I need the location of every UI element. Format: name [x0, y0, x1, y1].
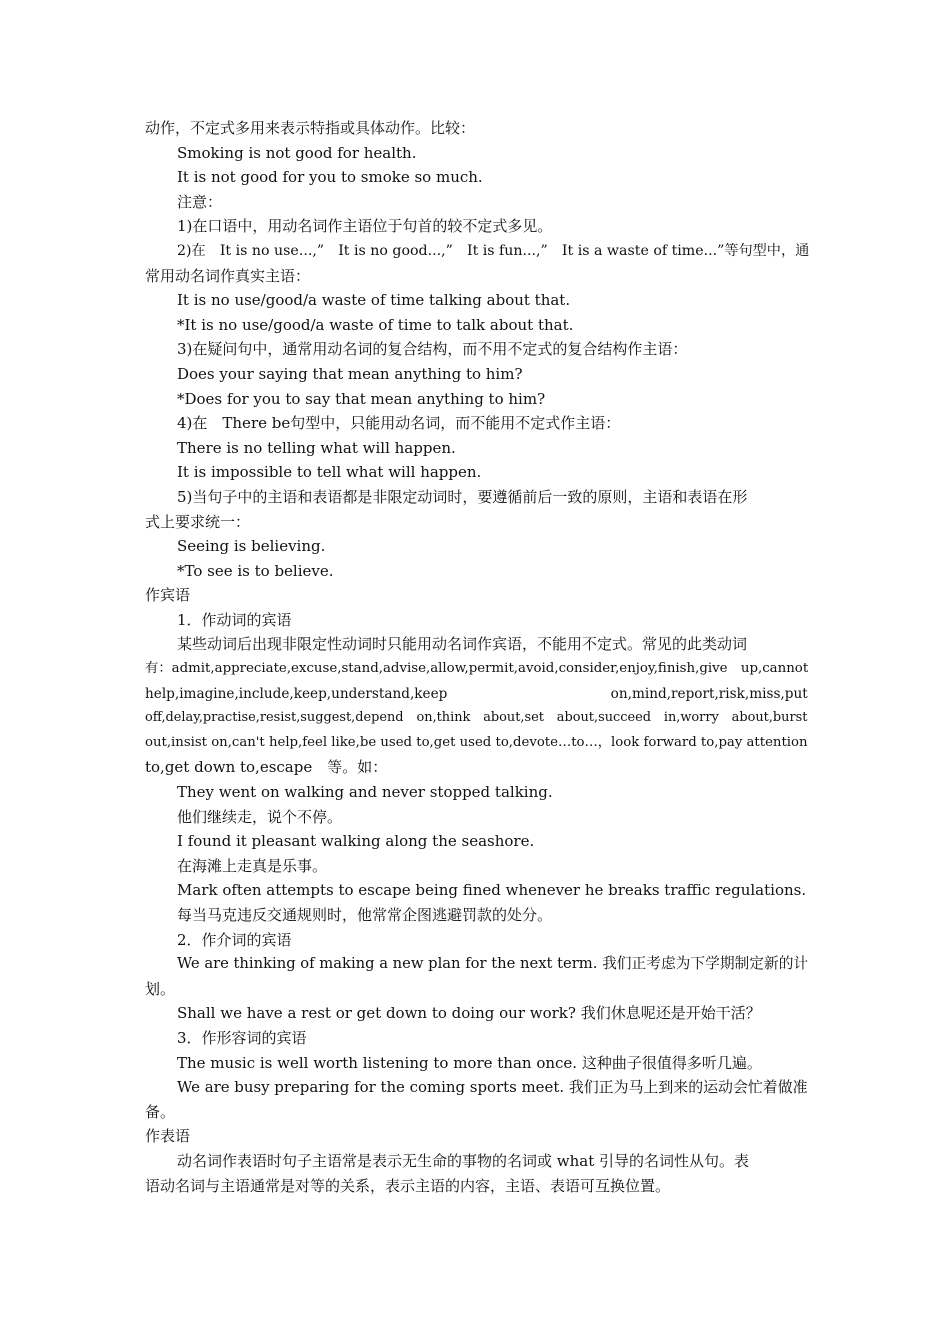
text-line: The music is well worth listening to more than once. 这种曲子很值得多听几遍。: [177, 1053, 762, 1072]
text-line: Shall we have a rest or get down to doing our work? 我们休息呢还是开始干活？: [177, 1004, 761, 1023]
text-line: to,get down to,escape 等。如：: [145, 758, 388, 777]
text-line: *Does for you to say that mean anything to him?: [177, 389, 546, 408]
text-line: off,delay,practise,resist,suggest,depend on,think about,set about,succeed in,worry about,burst: [145, 710, 808, 726]
text-line: 每当马克违反交通规则时，他常常企图逃避罚款的处分。: [177, 906, 553, 924]
text-line: *To see is to believe.: [177, 561, 334, 580]
document-body: [145, 116, 808, 1198]
text-line: Smoking is not good for health.: [177, 143, 417, 162]
text-line: We are thinking of making a new plan for the next term. 我们正考虑为下学期制定新的计: [177, 955, 809, 973]
text-line: They went on walking and never stopped talking.: [177, 783, 553, 802]
text-line: 1)在口语中，用动名词作主语位于句首的较不定式多见。: [177, 217, 553, 236]
text-line: 常用动名词作真实主语：: [145, 266, 311, 285]
text-line: 他们继续走，说个不停。: [177, 807, 343, 826]
text-line: 1．作动词的宾语: [177, 610, 292, 629]
text-line: 划。: [145, 979, 176, 998]
text-line: 2．作介词的宾语: [177, 930, 292, 949]
text-line: 语动名词与主语通常是对等的关系，表示主语的内容，主语、表语可互换位置。: [145, 1176, 671, 1195]
text-line: 备。: [145, 1102, 176, 1121]
text-line: It is impossible to tell what will happen.: [177, 463, 482, 482]
text-line: Mark often attempts to escape being fined whenever he breaks traffic regulations.: [177, 881, 807, 900]
text-line: 3)在疑问句中，通常用动名词的复合结构，而不用不定式的复合结构作主语：: [177, 340, 688, 359]
text-line: Seeing is believing.: [177, 537, 326, 556]
text-line: 注意：: [177, 192, 223, 211]
text-line: It is not good for you to smoke so much.: [177, 168, 483, 187]
text-line: 某些动词后出现非限定性动词时只能用动名词作宾语，不能用不定式。常见的此类动词: [177, 635, 748, 654]
text-line: help,imagine,include,keep,understand,keep on,mind,report,risk,miss,put: [145, 685, 808, 702]
text-line: There is no telling what will happen.: [177, 438, 456, 457]
text-line: 式上要求统一：: [145, 512, 251, 531]
text-line: It is no use/good/a waste of time talking about that.: [177, 291, 571, 310]
text-line: We are busy preparing for the coming sports meet. 我们正为马上到来的运动会忙着做准: [177, 1078, 808, 1097]
text-line: *It is no use/good/a waste of time to talk about that.: [177, 315, 574, 334]
text-line: 作表语: [145, 1127, 191, 1146]
text-line: 作宾语: [145, 586, 191, 605]
text-line: 动名词作表语时句子主语常是表示无生命的事物的名词或 what 引导的名词性从句。表: [177, 1151, 750, 1170]
text-line: 5)当句子中的主语和表语都是非限定动词时，要遵循前后一致的原则，主语和表语在形: [177, 487, 748, 506]
text-line: out,insist on,can't help,feel like,be used to,get used to,devote…to…，look forward to,pay attention: [145, 734, 808, 750]
text-line: I found it pleasant walking along the seashore.: [177, 832, 535, 851]
text-line: 3．作形容词的宾语: [177, 1028, 307, 1047]
text-line: 4)在 There be句型中，只能用动名词，而不能用不定式作主语：: [177, 414, 621, 433]
text-line: 有：admit,appreciate,excuse,stand,advise,allow,permit,avoid,consider,enjoy,finish,give up,cannot: [145, 661, 809, 677]
text-line: 动作，不定式多用来表示特指或具体动作。比较：: [145, 119, 476, 137]
text-line: 在海滩上走真是乐事。: [177, 856, 328, 875]
text-line: 2)在 It is no use...,” It is no good...,” It is fun...,” It is a waste of time...”等句型中，通: [177, 242, 810, 259]
text-line: Does your saying that mean anything to him?: [177, 364, 523, 383]
